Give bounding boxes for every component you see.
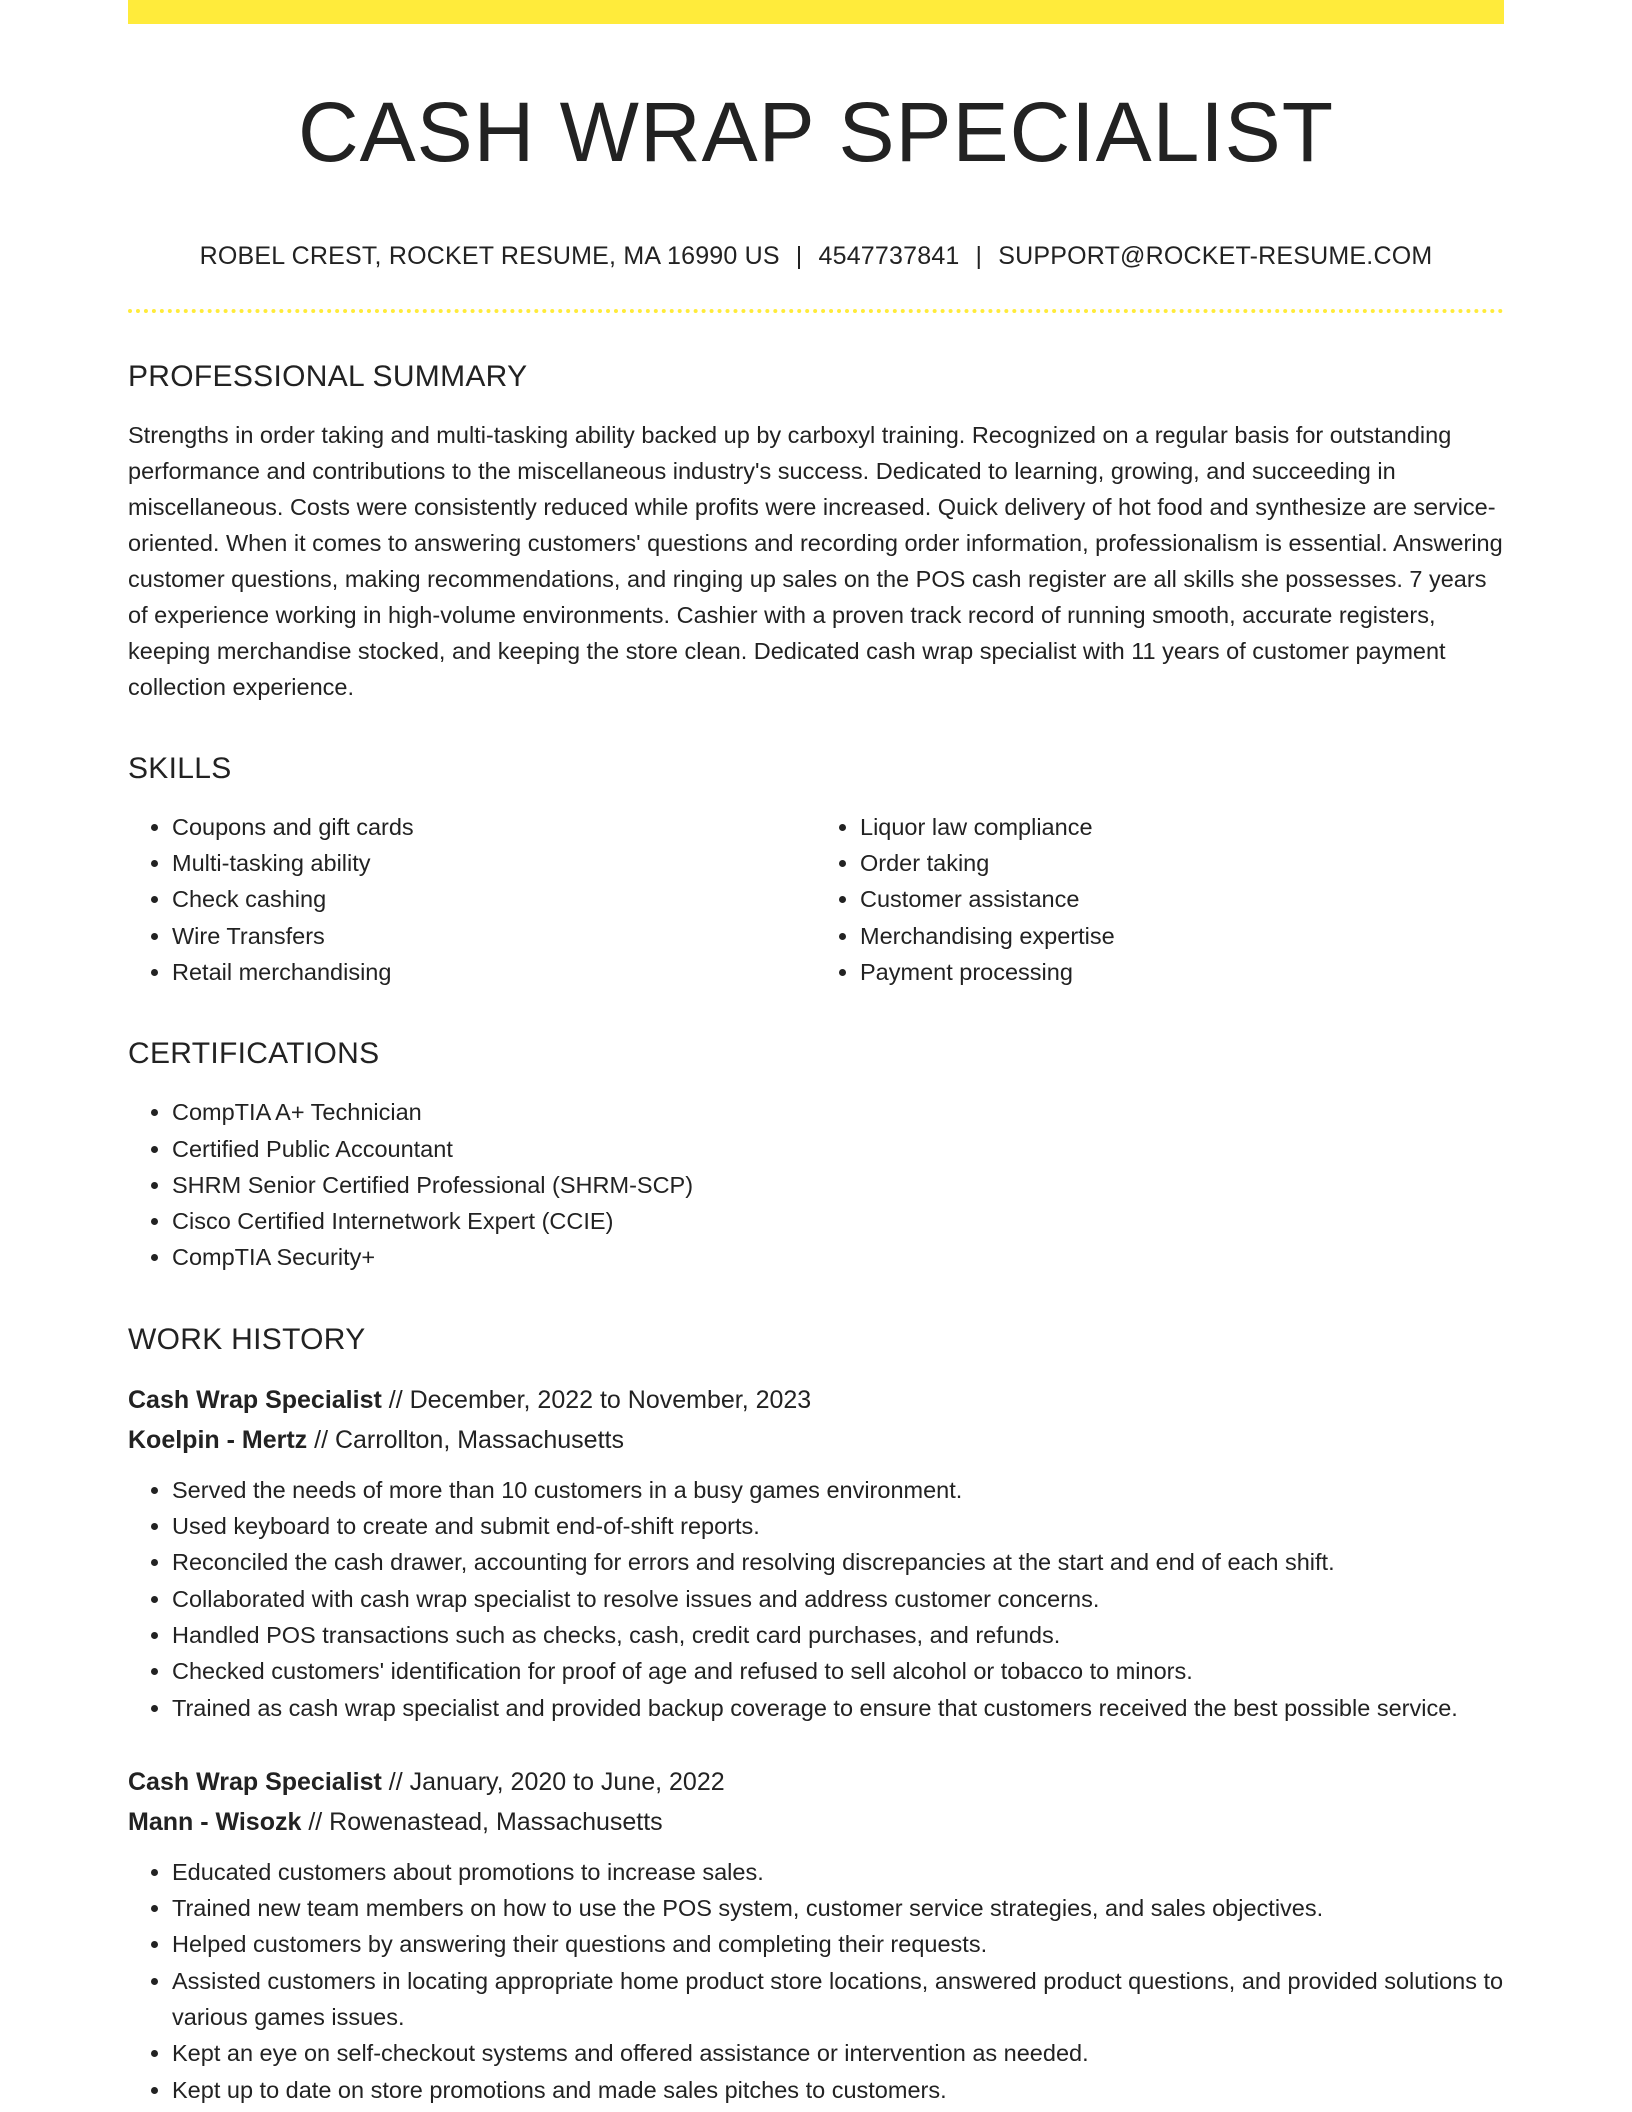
skills-list <box>128 809 1504 990</box>
certification-item: • CompTIA A+ Technician <box>172 1094 1504 1130</box>
job-role: Cash Wrap Specialist <box>128 1385 382 1414</box>
skill-item: • Multi-tasking ability <box>172 845 816 881</box>
resume-page <box>128 0 1504 2108</box>
job-duty: • Served the needs of more than 10 customers in a busy games environment. <box>172 1472 1504 1508</box>
job-title-line <box>128 1380 1504 1420</box>
certification-item: • CompTIA Security+ <box>172 1239 1504 1275</box>
job-duty: • Helped customers by answering their questions and completing their requests. <box>172 1926 1504 1962</box>
job-company-line <box>128 1420 1504 1460</box>
job-duties <box>128 1854 1504 2108</box>
job-duty: • Reconciled the cash drawer, accounting for errors and resolving discrepancies at the start and end of each shift. <box>172 1544 1504 1580</box>
job-duty: • Assisted customers in locating appropriate home product store locations, answered product questions, and provided solutions to various games issues. <box>172 1963 1504 2036</box>
skill-item: • Merchandising expertise <box>860 918 1504 954</box>
skill-item: • Check cashing <box>172 881 816 917</box>
job-duties <box>128 1472 1504 1726</box>
skill-item: • Customer assistance <box>860 881 1504 917</box>
summary-text: Strengths in order taking and multi-tasking ability backed up by carboxyl training. Recognized on a regular basis for outstanding performance and contributions to the miscellaneous industry's success. Dedicated to learning, growing, and succeeding in miscellaneous. Costs were consistently reduced while profits were increased. Quick delivery of hot food and synthesize are service-oriented. When it comes to answering customers' questions and recording order information, professionalism is essential. Answering customer questions, making recommendations, and ringing up sales on the POS cash register are all skills she possesses. 7 years of experience working in high-volume environments. Cashier with a proven track record of running smooth, accurate registers, keeping merchandise stocked, and keeping the store clean. Dedicated cash wrap specialist with 11 years of customer payment collection experience. <box>128 421 1503 700</box>
job-dates: // January, 2020 to June, 2022 <box>381 1767 725 1796</box>
job-duty: • Trained new team members on how to use the POS system, customer service strategies, and sales objectives. <box>172 1890 1504 1926</box>
certification-item: • SHRM Senior Certified Professional (SHRM-SCP) <box>172 1167 1504 1203</box>
job-duty: • Kept up to date on store promotions and made sales pitches to customers. <box>172 2072 1504 2108</box>
skill-item: • Retail merchandising <box>172 954 816 990</box>
certifications-list <box>128 1094 1504 1275</box>
resume-name: CASH WRAP SPECIALIST <box>297 85 1335 179</box>
contact-email: SUPPORT@ROCKET-RESUME.COM <box>998 241 1433 270</box>
skills-column-right <box>816 809 1504 990</box>
job-duty: • Used keyboard to create and submit end-of-shift reports. <box>172 1508 1504 1544</box>
job-company-line <box>128 1802 1504 1842</box>
summary-heading: PROFESSIONAL SUMMARY <box>128 359 528 393</box>
job-company: Mann - Wisozk <box>128 1807 302 1836</box>
skill-item: • Wire Transfers <box>172 918 816 954</box>
skill-item: • Payment processing <box>860 954 1504 990</box>
job-role: Cash Wrap Specialist <box>128 1767 382 1796</box>
job-entry <box>128 1380 1504 1726</box>
job-duty: • Trained as cash wrap specialist and provided backup coverage to ensure that customers received the best possible service. <box>172 1690 1504 1726</box>
job-dates: // December, 2022 to November, 2023 <box>381 1385 812 1414</box>
job-entry <box>128 1762 1504 2108</box>
job-duty: • Collaborated with cash wrap specialist to resolve issues and address customer concerns. <box>172 1581 1504 1617</box>
work-history-heading: WORK HISTORY <box>128 1322 366 1356</box>
job-location: // Carrollton, Massachusetts <box>307 1425 624 1454</box>
top-accent-bar <box>128 0 1504 24</box>
contact-line <box>128 241 1504 271</box>
contact-address: ROBEL CREST, ROCKET RESUME, MA 16990 US <box>199 241 780 270</box>
contact-phone: 4547737841 <box>818 241 960 270</box>
header-divider <box>128 309 1504 313</box>
certification-item: • Cisco Certified Internetwork Expert (CCIE) <box>172 1203 1504 1239</box>
certifications-heading: CERTIFICATIONS <box>128 1037 380 1071</box>
skill-item: • Liquor law compliance <box>860 809 1504 845</box>
job-duty: • Educated customers about promotions to increase sales. <box>172 1854 1504 1890</box>
skill-item: • Order taking <box>860 845 1504 881</box>
job-location: // Rowenastead, Massachusetts <box>301 1807 663 1836</box>
skills-column-left <box>128 809 816 990</box>
certification-item: • Certified Public Accountant <box>172 1131 1504 1167</box>
skills-heading: SKILLS <box>128 751 232 785</box>
job-title-line <box>128 1762 1504 1802</box>
job-duty: • Checked customers' identification for proof of age and refused to sell alcohol or tobacco to minors. <box>172 1653 1504 1689</box>
job-duty: • Kept an eye on self-checkout systems and offered assistance or intervention as needed. <box>172 2035 1504 2071</box>
contact-separator: | <box>795 241 803 270</box>
contact-separator: | <box>975 241 983 270</box>
job-company: Koelpin - Mertz <box>128 1425 308 1454</box>
skill-item: • Coupons and gift cards <box>172 809 816 845</box>
job-duty: • Handled POS transactions such as checks, cash, credit card purchases, and refunds. <box>172 1617 1504 1653</box>
